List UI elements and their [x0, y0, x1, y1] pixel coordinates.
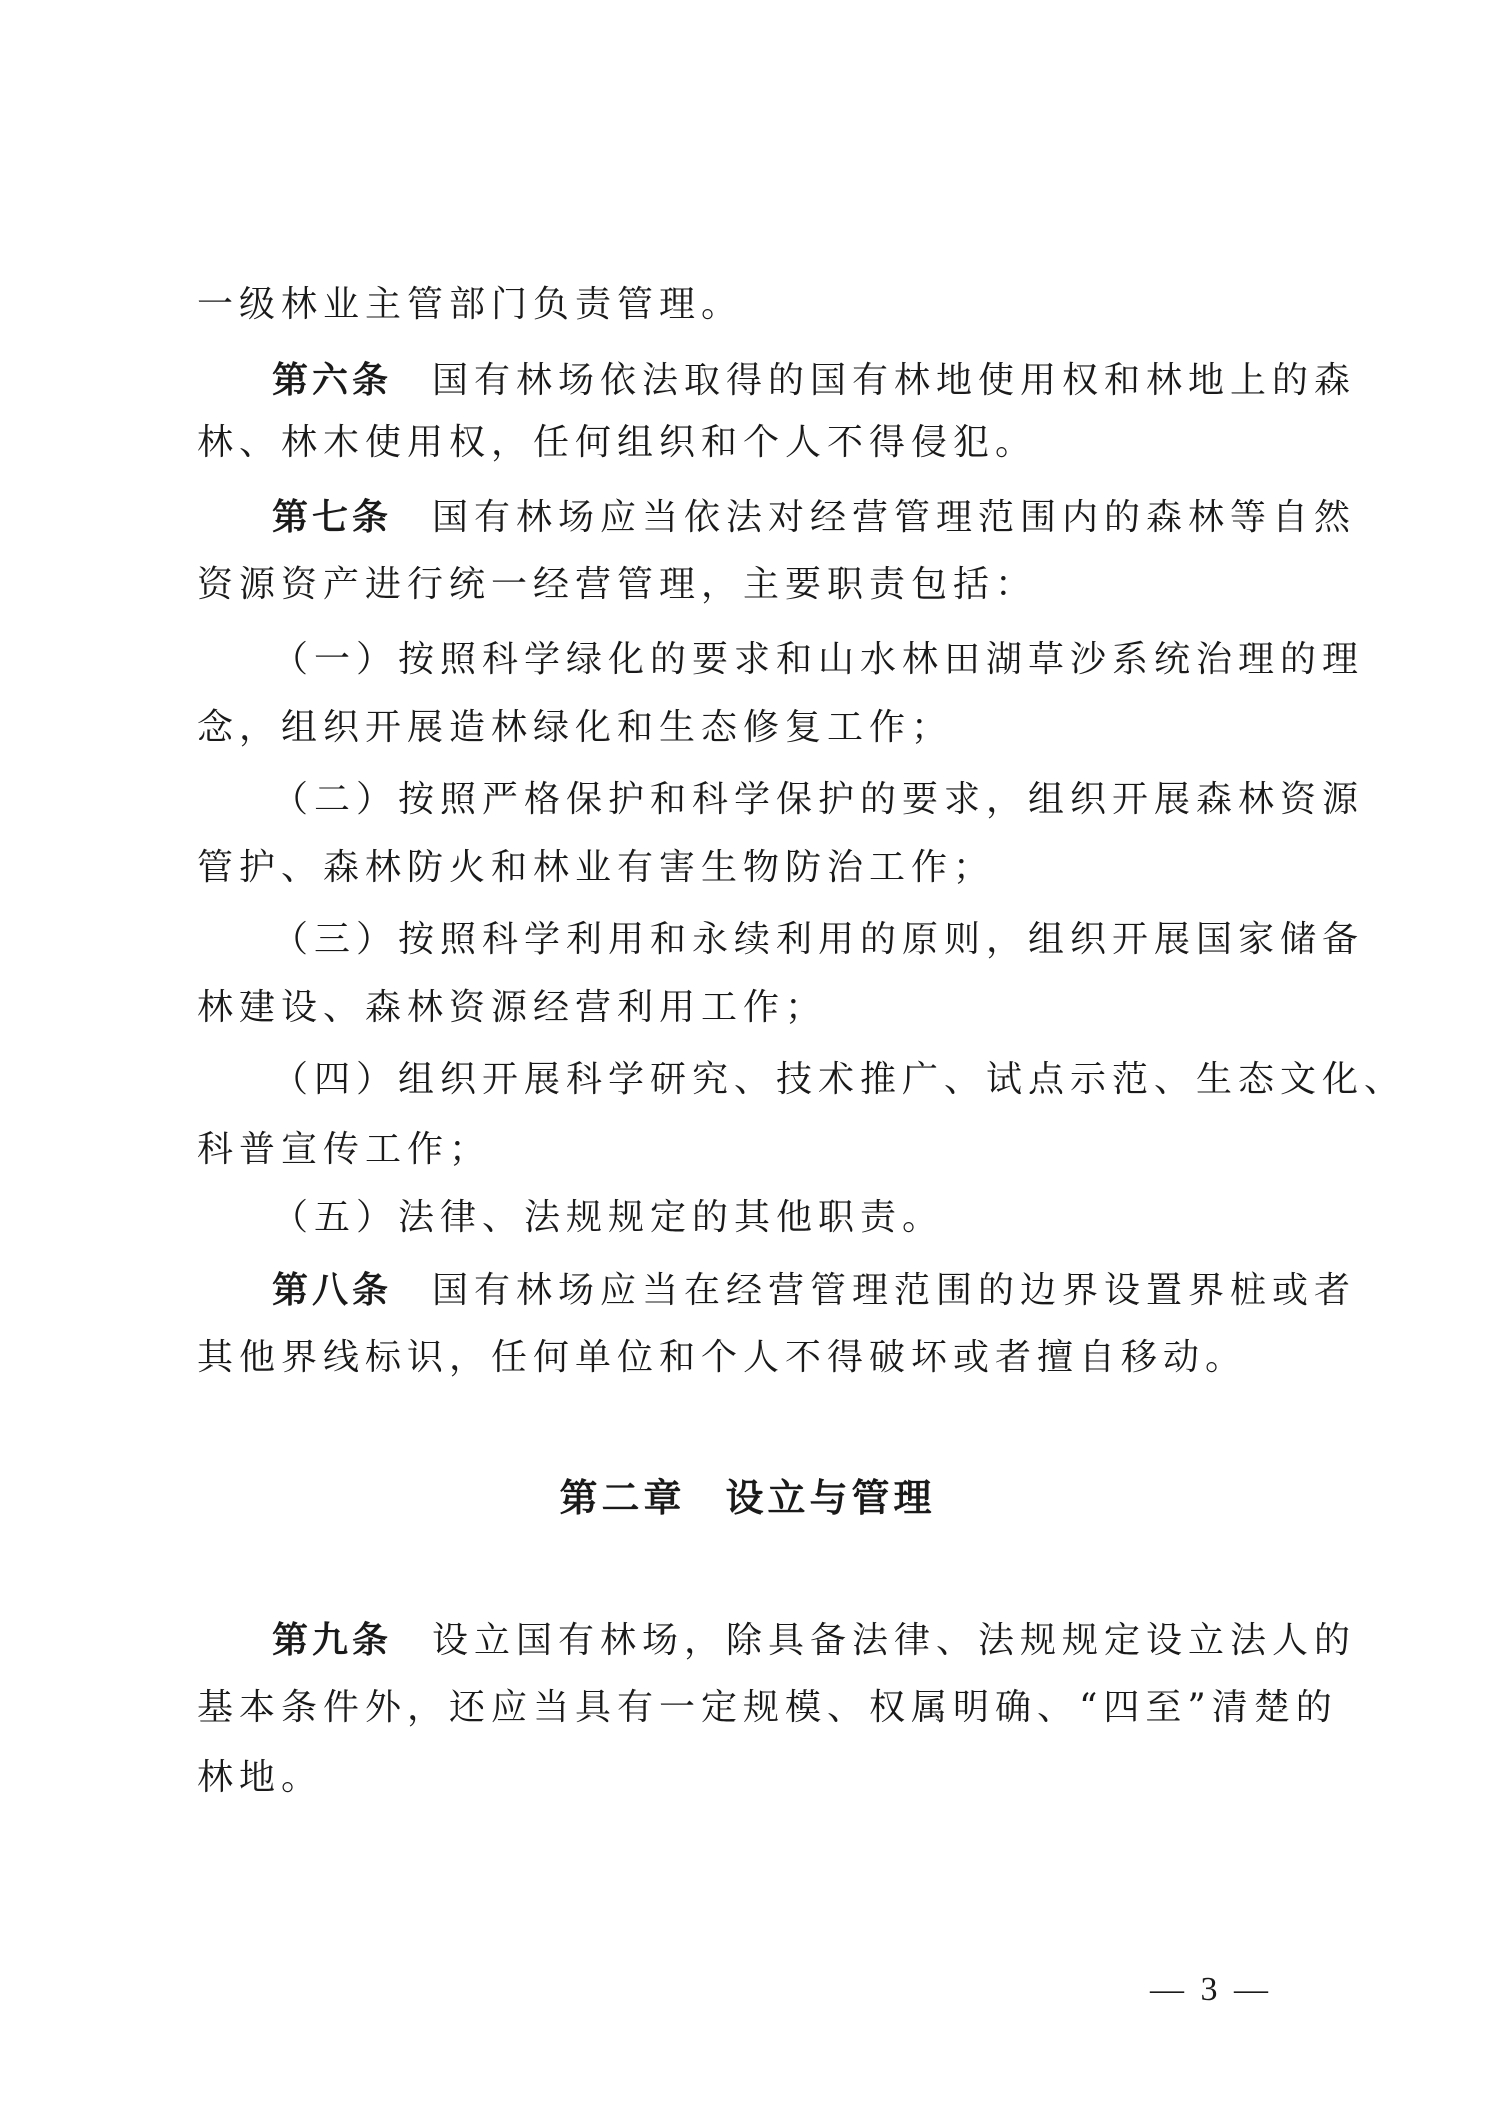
- article-heading: 第六条: [272, 359, 393, 401]
- chapter-heading: [0, 1472, 1495, 1524]
- text-line: [197, 703, 1307, 753]
- line-text: 科普宣传工作；: [197, 1129, 492, 1170]
- text-line: [197, 1333, 1307, 1383]
- item-1-line: [272, 635, 1365, 685]
- chapter-title: 设立与管理: [725, 1475, 936, 1520]
- item-3-line: [272, 915, 1365, 965]
- text-line: [197, 560, 1307, 610]
- line-text: 国有林场应当在经营管理范围的边界设置界桩或者: [432, 1270, 1357, 1311]
- line-text: 资源资产进行统一经营管理，主要职责包括：: [197, 564, 1038, 605]
- line-text: （五）法律、法规规定的其他职责。: [272, 1197, 945, 1238]
- article-heading: 第九条: [272, 1619, 393, 1661]
- item-2-line: [272, 775, 1365, 825]
- item-5-line: [272, 1193, 1307, 1243]
- text-line: [197, 418, 1307, 468]
- page-number: — 3 —: [1150, 1971, 1272, 2008]
- article-7-line: [272, 492, 1357, 542]
- line-text: （二）按照严格保护和科学保护的要求，组织开展森林资源: [272, 779, 1365, 820]
- text-line: [197, 983, 1307, 1033]
- text-line: [197, 280, 1307, 330]
- line-text: 设立国有林场，除具备法律、法规规定设立法人的: [432, 1620, 1357, 1661]
- article-6-line: [272, 355, 1357, 405]
- text-line: [197, 1753, 1307, 1803]
- line-text: 国有林场应当依法对经营管理范围内的森林等自然: [432, 497, 1357, 538]
- line-text: 林地。: [197, 1757, 324, 1798]
- line-text: （三）按照科学利用和永续利用的原则，组织开展国家储备: [272, 919, 1365, 960]
- article-9-line: [272, 1615, 1357, 1665]
- article-heading: 第八条: [272, 1269, 393, 1311]
- line-text: 基本条件外，还应当具有一定规模、权属明确、“四至”清楚的: [197, 1687, 1338, 1728]
- line-text: 管护、森林防火和林业有害生物防治工作；: [197, 847, 996, 888]
- text-line: [197, 843, 1307, 893]
- line-text: 一级林业主管部门负责管理。: [197, 284, 744, 325]
- article-heading: 第七条: [272, 496, 393, 538]
- chapter-number: 第二章: [559, 1475, 686, 1520]
- line-text: 林、林木使用权，任何组织和个人不得侵犯。: [197, 422, 1038, 463]
- item-4-line: [272, 1055, 1407, 1105]
- line-text: 国有林场依法取得的国有林地使用权和林地上的森: [432, 360, 1357, 401]
- line-text: 林建设、森林资源经营利用工作；: [197, 987, 828, 1028]
- line-text: 念，组织开展造林绿化和生态修复工作；: [197, 707, 954, 748]
- text-line: [197, 1125, 1307, 1175]
- line-text: （四）组织开展科学研究、技术推广、试点示范、生态文化、: [272, 1059, 1407, 1100]
- line-text: 其他界线标识，任何单位和个人不得破坏或者擅自移动。: [197, 1337, 1248, 1378]
- article-8-line: [272, 1265, 1357, 1315]
- line-text: （一）按照科学绿化的要求和山水林田湖草沙系统治理的理: [272, 639, 1365, 680]
- text-line: [197, 1683, 1338, 1733]
